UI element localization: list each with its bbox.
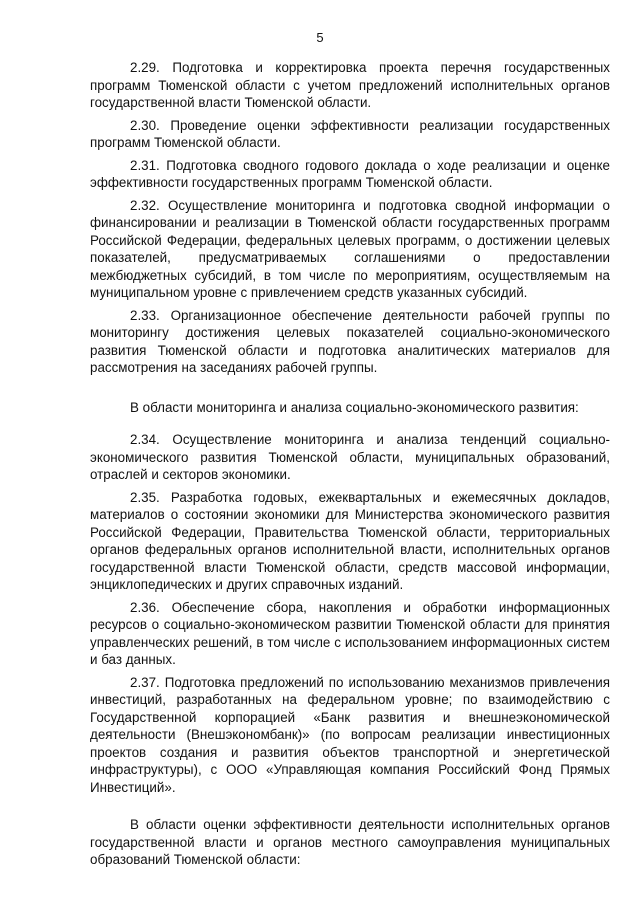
paragraph-2-32: 2.32. Осуществление мониторинга и подготовка сводной информации о финансировании и реализации в Тюменской области государственных программ Российской Федерации, федеральных целевых программ, о достижении целевых показателей, предусматриваемых соглашениями о предоставлении межбюджетных субсидий, в том числе по мероприятиям, осуществляемым на муниципальном уровне с привлечением средств указанных субсидий. bbox=[90, 197, 610, 300]
document-body bbox=[90, 59, 610, 884]
section-heading-evaluation: В области оценки эффективности деятельности исполнительных органов государственной власти и органов местного самоуправления муниципальных образований Тюменской области: bbox=[90, 817, 610, 867]
paragraph-2-29: 2.29. Подготовка и корректировка проекта перечня государственных программ Тюменской области с учетом предложений исполнительных органов государственной власти Тюменской области. bbox=[90, 60, 610, 110]
paragraph-2-30: 2.30. Проведение оценки эффективности реализации государственных программ Тюменской области. bbox=[90, 117, 610, 150]
paragraph-2-37: 2.37. Подготовка предложений по использованию механизмов привлечения инвестиций, разработанных на федеральном уровне; по взаимодействию с Государственной корпорацией «Банк развития и внешнеэкономической деятельности (Внешэкономбанк)» (по вопросам реализации инвестиционных проектов создания и развития объектов транспортной и энергетической инфраструктуры), с ООО «Управляющая компания Российский Фонд Прямых Инвестиций». bbox=[90, 674, 610, 795]
section-heading-monitoring: В области мониторинга и анализа социально-экономического развития: bbox=[130, 399, 579, 415]
paragraph-2-33: 2.33. Организационное обеспечение деятельности рабочей группы по мониторингу достижения целевых показателей социально-экономического развития Тюменской области и подготовка аналитических материалов для рассмотрения на заседаниях рабочей группы. bbox=[90, 307, 610, 375]
paragraph-2-36: 2.36. Обеспечение сбора, накопления и обработки информационных ресурсов о социально-экономическом развитии Тюменской области для принятия управленческих решений, в том числе с использованием информационных систем и баз данных. bbox=[90, 599, 610, 667]
paragraph-2-34: 2.34. Осуществление мониторинга и анализа тенденций социально-экономического развития Тюменской области, муниципальных образований, отраслей и секторов экономики. bbox=[90, 432, 610, 482]
paragraph-2-35: 2.35. Разработка годовых, ежеквартальных и ежемесячных докладов, материалов о состоянии экономики для Министерства экономического развития Российской Федерации, Правительства Тюменской области, территориальных органов федеральных органов исполнительной власти, исполнительных органов государственной власти Тюменской области, средств массовой информации, энциклопедических и других справочных изданий. bbox=[90, 489, 610, 592]
paragraph-2-31: 2.31. Подготовка сводного годового доклада о ходе реализации и оценке эффективности государственных программ Тюменской области. bbox=[90, 157, 610, 190]
page-number: 5 bbox=[316, 30, 324, 45]
